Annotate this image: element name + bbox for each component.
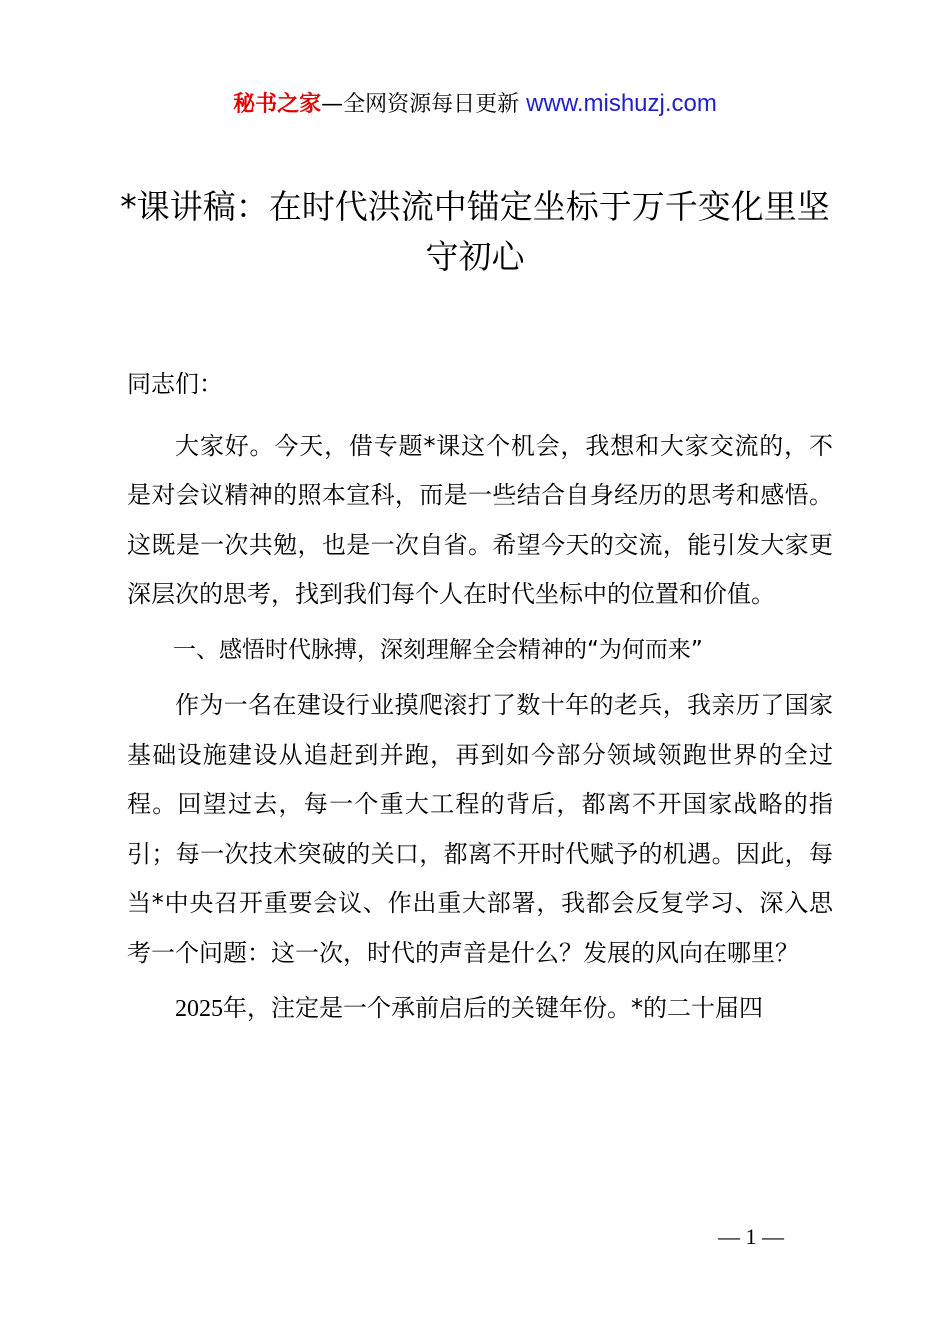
body-paragraph-continued: [127, 984, 833, 1035]
salutation: 同志们：: [127, 370, 223, 398]
paragraph-text: 年，注定是一个承前启后的关键年份。*的二十届四: [223, 994, 763, 1022]
site-url-link[interactable]: www.mishuzj.com: [526, 90, 717, 117]
year-text: 2025: [175, 996, 223, 1022]
page-number: — 1 —: [718, 1224, 784, 1249]
section-heading: 一、感悟时代脉搏，深刻理解全会精神的“为何而来”: [173, 636, 703, 663]
brand-name: 秘书之家: [233, 92, 322, 117]
header-tagline: —全网资源每日更新: [321, 92, 520, 117]
body-paragraph: 作为一名在建设行业摸爬滚打了数十年的老兵，我亲历了国家基础设施建设从追赶到并跑，再到如今部分领域领跑世界的全过程。回望过去，每一个重大工程的背后，都离不开国家战略的指引；每一次技术突破的关口，都离不开时代赋予的机遇。因此，每当*中央召开重要会议、作出重大部署，我都会反复学习、深入思考一个问题：这一次，时代的声音是什么？发展的风向在哪里？: [127, 691, 833, 967]
document-body: [127, 360, 833, 1041]
document-title: *课讲稿：在时代洪流中锚定坐标于万千变化里坚守初心: [120, 187, 830, 276]
site-header: [0, 86, 950, 123]
intro-paragraph: 大家好。今天，借专题*课这个机会，我想和大家交流的，不是对会议精神的照本宣科，而是一些结合自身经历的思考和感悟。这既是一次共勉，也是一次自省。希望今天的交流，能引发大家更深层次的思考，找到我们每个人在时代坐标中的位置和价值。: [127, 431, 833, 608]
